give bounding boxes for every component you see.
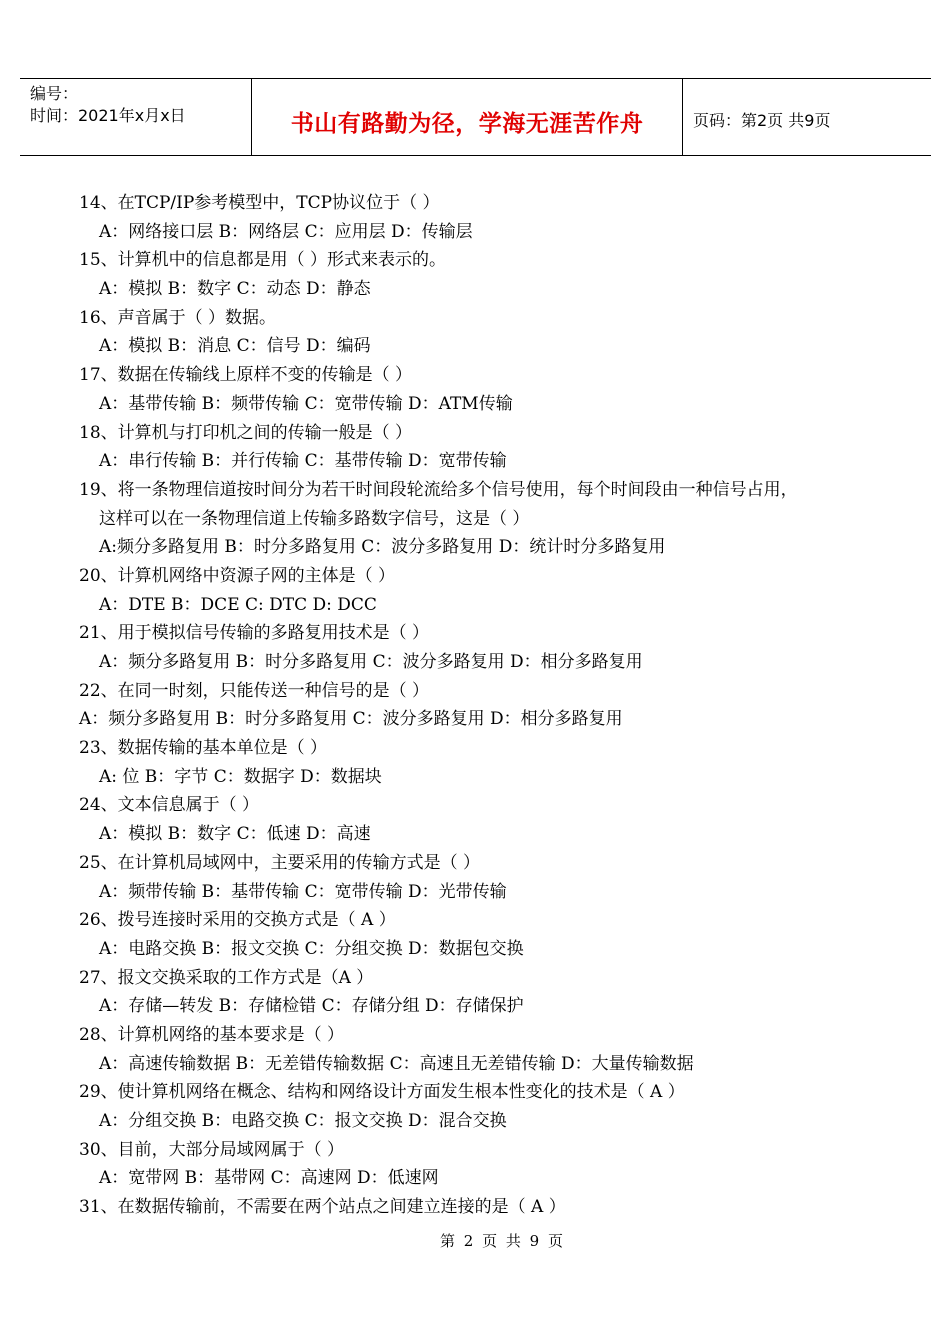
question-line: 26、拨号连接时采用的交换方式是（ A ）: [79, 910, 396, 931]
serial-label: 编号：: [30, 84, 79, 103]
question-line: 28、计算机网络的基本要求是（ ）: [79, 1024, 345, 1045]
options-line: A：分组交换 B：电路交换 C：报文交换 D：混合交换: [99, 1111, 507, 1131]
question-line: 31、在数据传输前，不需要在两个站点之间建立连接的是（ A ）: [79, 1197, 566, 1218]
question-line: 22、在同一时刻，只能传送一种信号的是（ ）: [79, 680, 430, 701]
options-line: A：频分多路复用 B：时分多路复用 C：波分多路复用 D：相分多路复用: [79, 709, 623, 730]
header-left-cell: [20, 79, 252, 155]
options-line: A：电路交换 B：报文交换 C：分组交换 D：数据包交换: [99, 938, 524, 959]
options-line: A：串行传输 B：并行传输 C：基带传输 D：宽带传输: [99, 451, 507, 472]
question-line: 20、计算机网络中资源子网的主体是（ ）: [79, 565, 396, 586]
options-line: A：模拟 B：消息 C：信号 D：编码: [99, 336, 371, 357]
options-line: A：网络接口层 B：网络层 C：应用层 D：传输层: [99, 221, 473, 242]
options-line: A：频带传输 B：基带传输 C：宽带传输 D：光带传输: [99, 881, 507, 902]
options-line: A: 位 B：字节 C：数据字 D：数据块: [99, 766, 382, 787]
page-footer: 第 2 页 共 9 页: [440, 1232, 565, 1250]
options-line: A：频分多路复用 B：时分多路复用 C：波分多路复用 D：相分多路复用: [99, 652, 643, 672]
options-line: A：模拟 B：数字 C：低速 D：高速: [99, 824, 371, 845]
options-line: A：基带传输 B：频带传输 C：宽带传输 D：ATM传输: [99, 393, 513, 414]
question-continuation: 这样可以在一条物理信道上传输多路数字信号，这是（ ）: [99, 508, 530, 529]
question-line: 30、目前，大部分局域网属于（ ）: [79, 1139, 345, 1160]
document-header: [20, 78, 931, 156]
question-line: 23、数据传输的基本单位是（ ）: [79, 738, 328, 759]
options-line: A:频分多路复用 B：时分多路复用 C：波分多路复用 D：统计时分多路复用: [99, 537, 666, 558]
question-line: 29、使计算机网络在概念、结构和网络设计方面发生根本性变化的技术是（ A ）: [79, 1082, 685, 1103]
options-line: A：存储—转发 B：存储检错 C：存储分组 D：存储保护: [99, 996, 524, 1017]
header-motto: 书山有路勤为径，学海无涯苦作舟: [252, 79, 683, 155]
options-line: A：模拟 B：数字 C：动态 D：静态: [99, 279, 371, 300]
question-line: 14、在TCP/IP参考模型中，TCP协议位于（ ）: [79, 193, 440, 213]
question-line: 17、数据在传输线上原样不变的传输是（ ）: [79, 365, 413, 386]
question-line: 15、计算机中的信息都是用（ ）形式来表示的。: [79, 250, 447, 271]
question-line: 27、报文交换采取的工作方式是（A ）: [79, 967, 374, 988]
question-line: 18、计算机与打印机之间的传输一般是（ ）: [79, 422, 413, 443]
question-line: 19、将一条物理信道按时间分为若干时间段轮流给多个信号使用，每个时间段由一种信号占用，: [79, 479, 798, 500]
question-line: 24、文本信息属于（ ）: [79, 795, 260, 816]
header-page-info: 页码：第2页 共9页: [693, 111, 831, 130]
options-line: A：高速传输数据 B：无差错传输数据 C：高速且无差错传输 D：大量传输数据: [99, 1053, 694, 1074]
options-line: A：宽带网 B：基带网 C：高速网 D：低速网: [99, 1168, 439, 1189]
question-line: 16、声音属于（ ）数据。: [79, 307, 277, 328]
question-line: 25、在计算机局域网中，主要采用的传输方式是（ ）: [79, 852, 481, 873]
time-label: 时间：2021年x月x日: [30, 106, 186, 125]
question-list: [79, 189, 909, 1222]
options-line: A：DTE B：DCE C: DTC D: DCC: [99, 594, 377, 615]
question-line: 21、用于模拟信号传输的多路复用技术是（ ）: [79, 623, 430, 644]
